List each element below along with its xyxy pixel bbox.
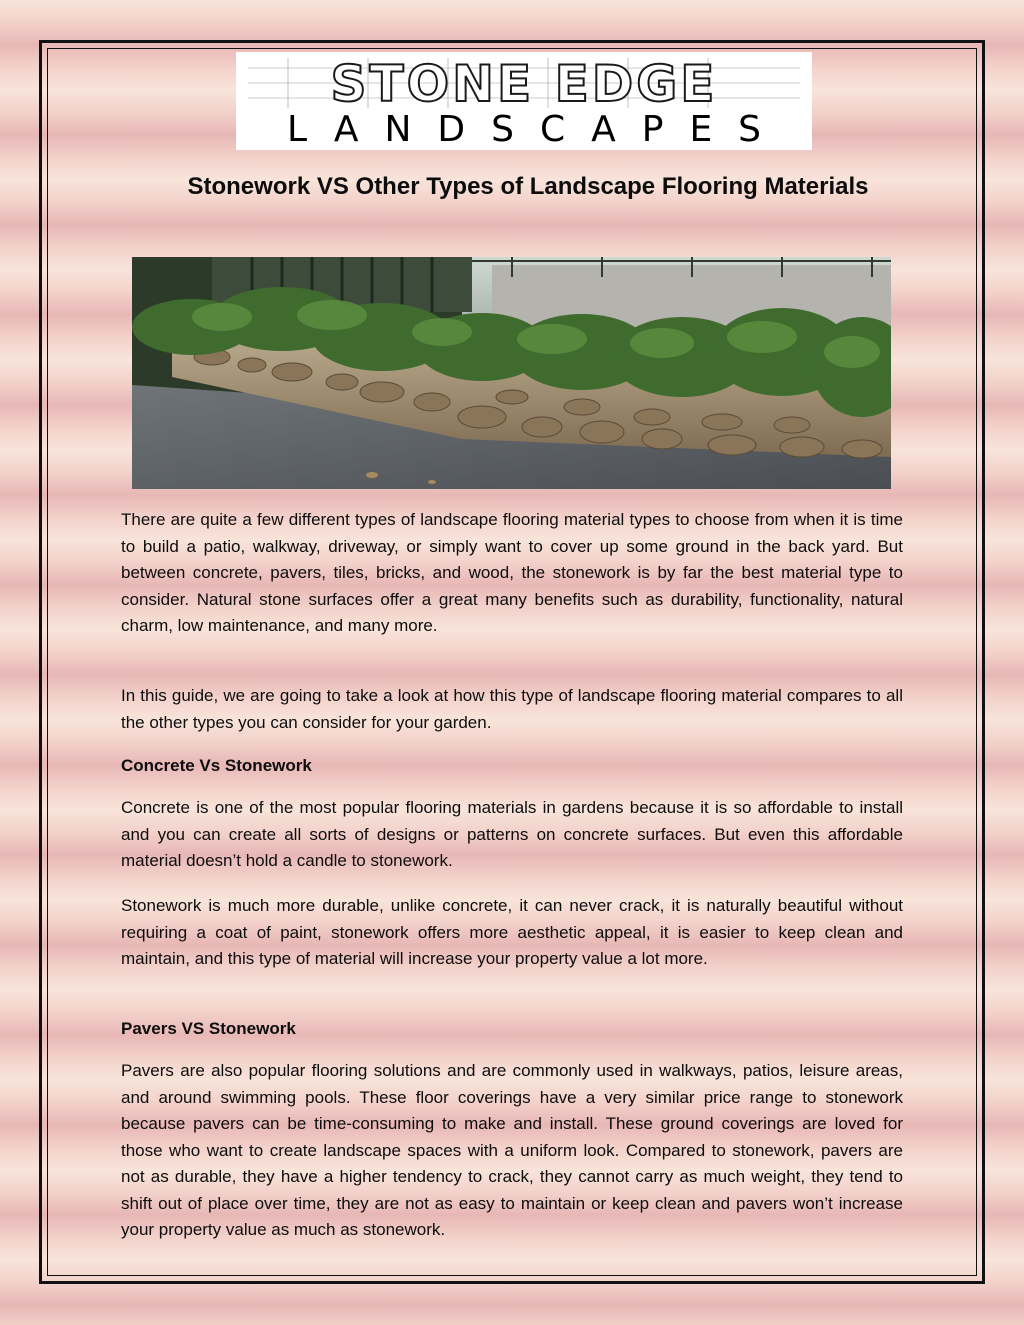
pavers-section-heading: Pavers VS Stonework: [121, 1019, 296, 1038]
page-title: Stonework VS Other Types of Landscape Flooring Materials: [187, 173, 869, 200]
stone-wall-photo: [132, 257, 891, 489]
pavers-paragraph: Pavers are also popular flooring solutions and are commonly used in walkways, patios, leisure areas, and around swimming pools. These floor coverings have a very similar price range to stonework because pavers can be time-consuming to make and install. These ground coverings are loved for those who want to create landscape spaces with a uniform look. Compared to stonework, pavers are not as durable, they have a higher tendency to crack, they cannot carry as much weight, they tend to shift out of place over time, they are not as easy to maintain or keep clean and pavers won’t increase your property value as much as stonework.: [121, 1061, 903, 1239]
garden-stone-wall-image: [132, 257, 891, 489]
concrete-paragraph-1: Concrete is one of the most popular flooring materials in gardens because it is so affordable to install and you can create all sorts of designs or patterns on concrete surfaces. But even this affordable material doesn’t hold a candle to stonework.: [121, 798, 903, 870]
logo-wordmark-top: STONE EDGE: [330, 55, 718, 113]
concrete-section-heading: Concrete Vs Stonework: [121, 756, 312, 775]
logo-wordmark-bottom: LANDSCAPES: [286, 109, 788, 150]
concrete-paragraph-2: Stonework is much more durable, unlike concrete, it can never crack, it is naturally beautiful without requiring a coat of paint, stonework offers more aesthetic appeal, it is easier to keep clean and maintain, and this type of material will increase your property value a lot more.: [121, 896, 903, 968]
guide-paragraph: In this guide, we are going to take a look at how this type of landscape flooring material compares to all the other types you can consider for your garden.: [121, 686, 903, 732]
company-logo: [236, 52, 812, 150]
intro-paragraph: There are quite a few different types of landscape flooring material types to choose from when it is time to build a patio, walkway, driveway, or simply want to cover up some ground in the back yard. But between concrete, pavers, tiles, bricks, and wood, the stonework is by far the best material type to consider. Natural stone surfaces offer a great many benefits such as durability, functionality, natural charm, low maintenance, and many more.: [121, 510, 903, 635]
